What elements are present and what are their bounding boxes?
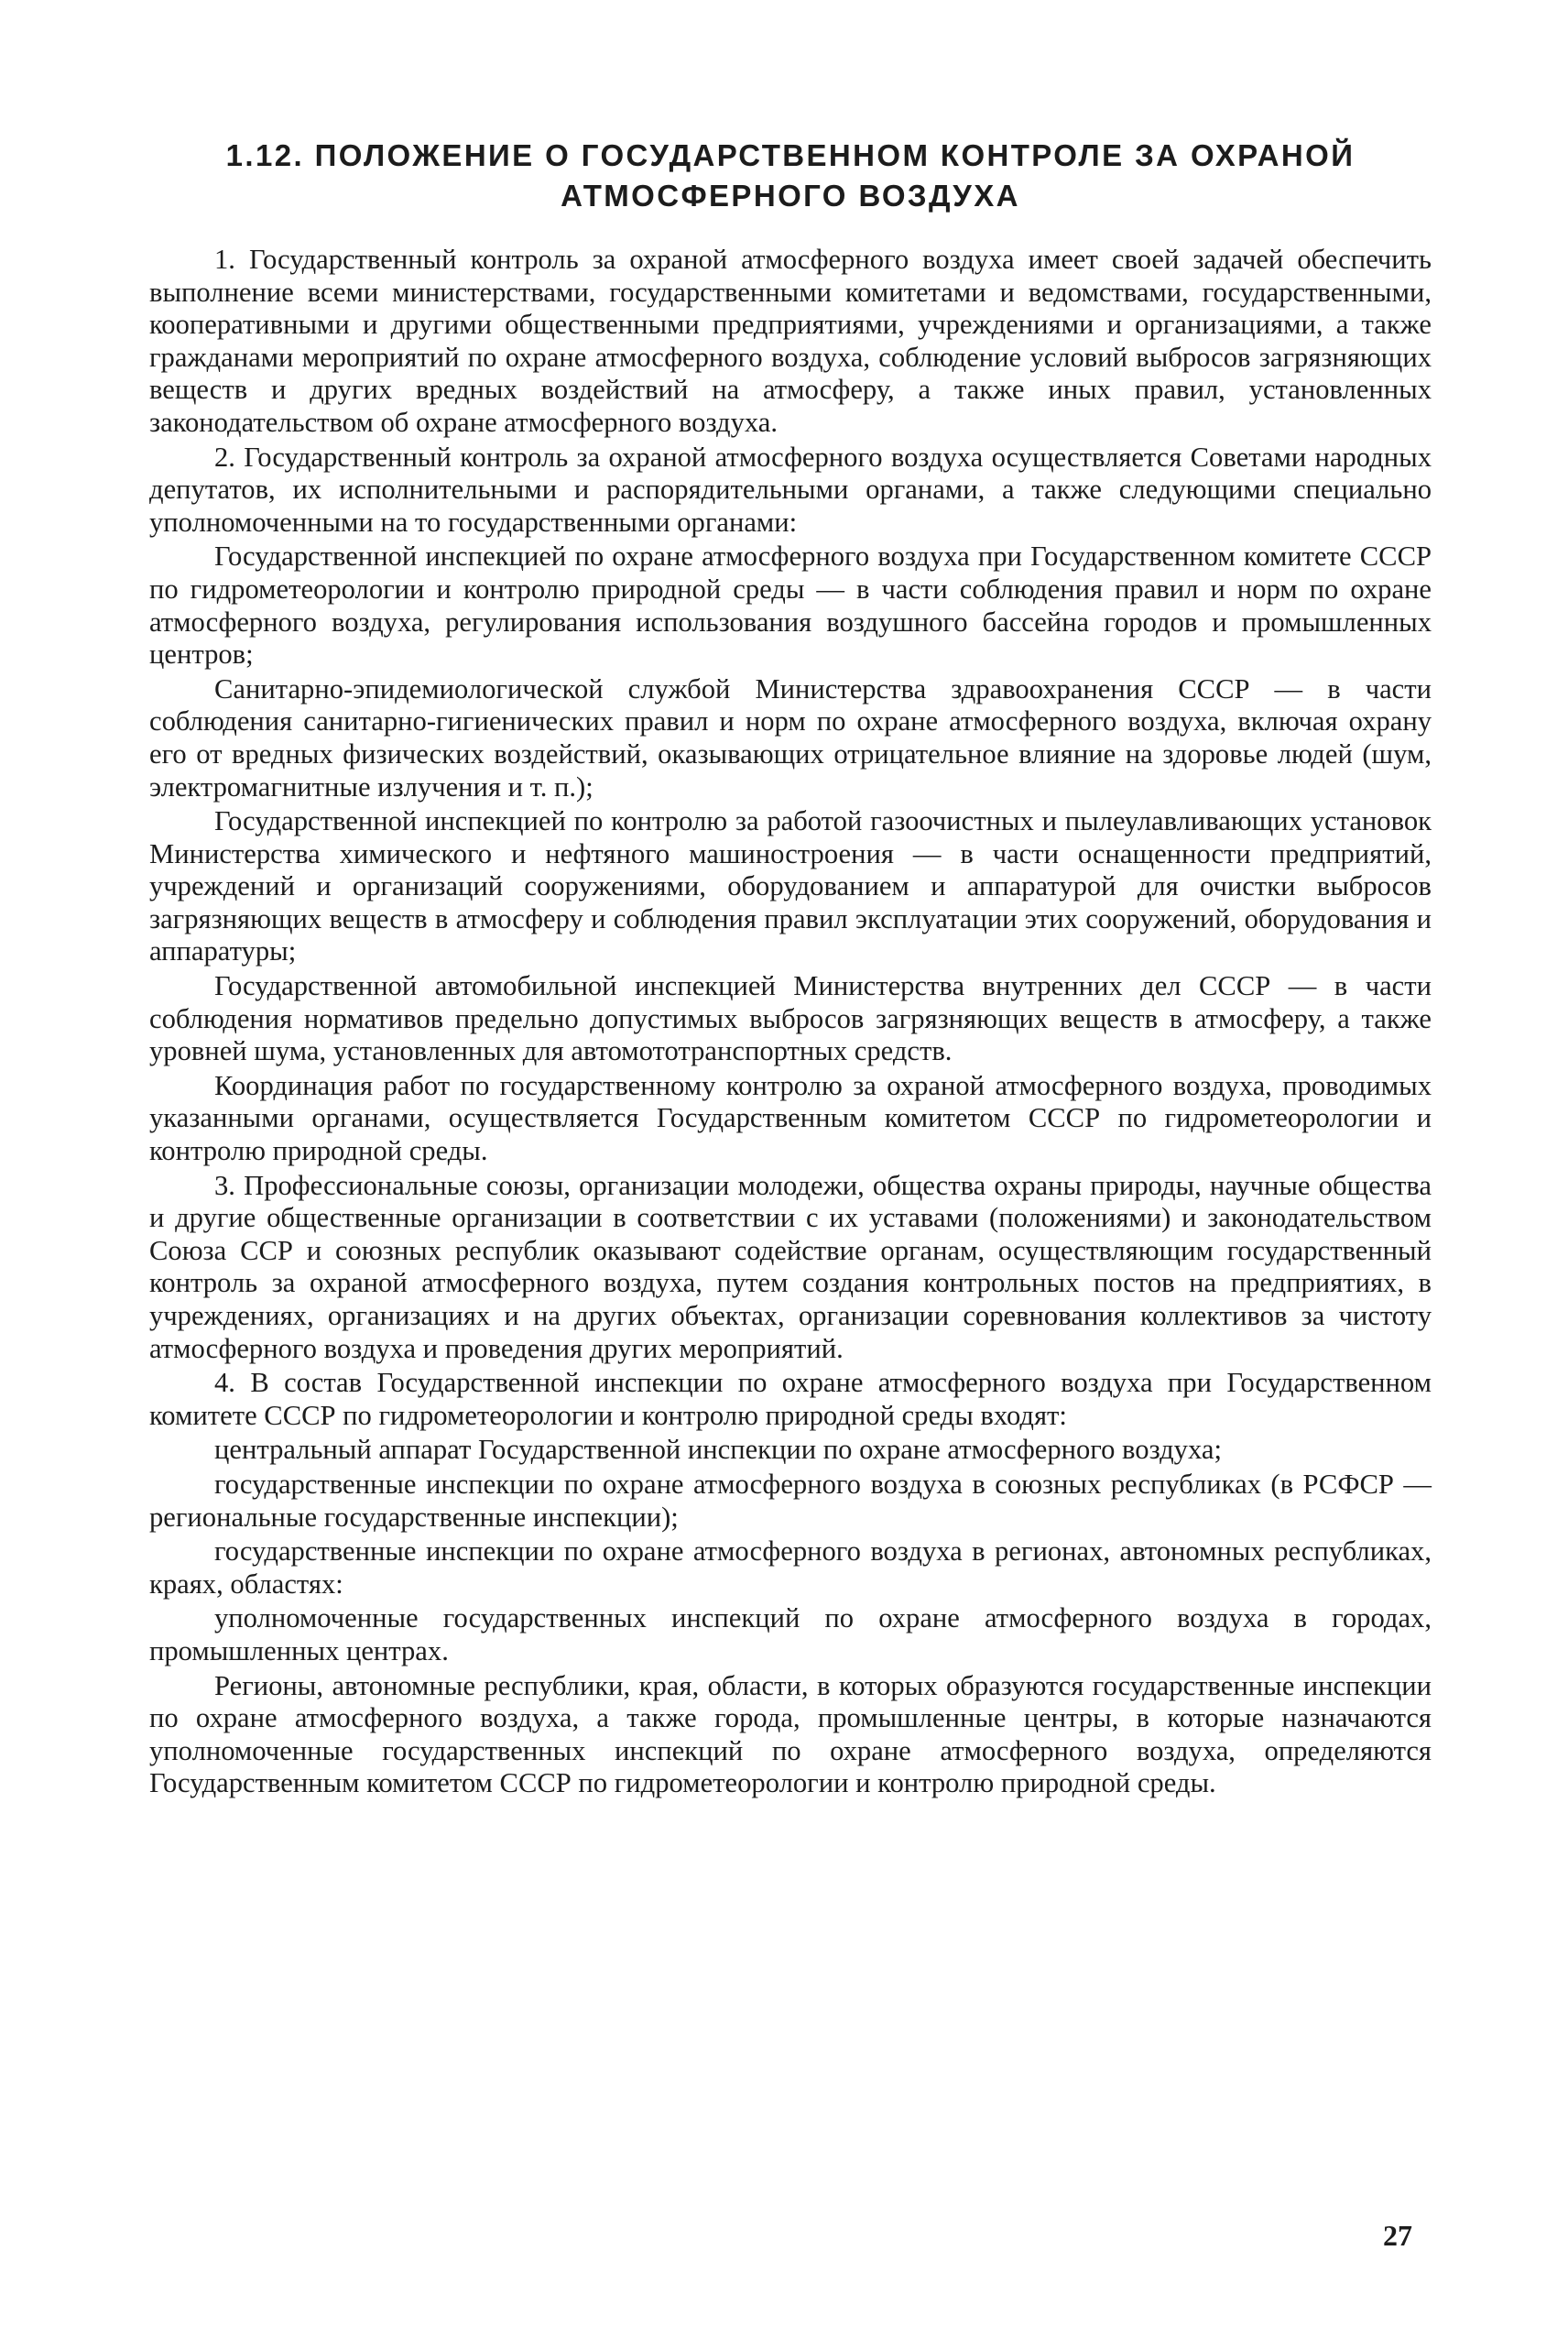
- paragraph-1: 1. Государственный контроль за охраной атмосферного воздуха имеет своей задачей обеспечить выполнение всеми министерствами, государственными комитетами и ведомствами, государственными, кооперативными и другими общественными предприятиями, учреждениями и организациями, а также гражданами мероприятий по охране атмосферного воздуха, соблюдение условий выбросов загрязняющих веществ и других вредных воздействий на атмосферу, а также иных правил, установленных законодательством об охране атмосферного воздуха.: [149, 244, 1432, 438]
- section-heading: [149, 136, 1432, 216]
- document-page: [149, 136, 1432, 1800]
- heading-line-1: 1.12. ПОЛОЖЕНИЕ О ГОСУДАРСТВЕННОМ КОНТРОЛЕ ЗА ОХРАНОЙ: [225, 138, 1356, 172]
- paragraph-2: 2. Государственный контроль за охраной атмосферного воздуха осуществляется Советами народных депутатов, их исполнительными и распорядительными органами, а также следующими специально уполномоченными на то государственными органами:: [149, 441, 1432, 538]
- paragraph-4: 4. В состав Государственной инспекции по охране атмосферного воздуха при Государственном комитете СССР по гидрометеорологии и контролю природной среды входят:: [149, 1367, 1432, 1431]
- paragraph-city-representatives: уполномоченные государственных инспекций по охране атмосферного воздуха в городах, промышленных центрах.: [149, 1602, 1432, 1666]
- paragraph-hydromet-inspection: Государственной инспекцией по охране атмосферного воздуха при Государственном комитете СССР по гидрометеорологии и контролю природной среды — в части соблюдения правил и норм по охране атмосферного воздуха, регулирования использования воздушного бассейна городов и промышленных центров;: [149, 541, 1432, 671]
- page-number: 27: [1383, 2219, 1412, 2252]
- paragraph-central-apparatus: центральный аппарат Государственной инспекции по охране атмосферного воздуха;: [214, 1434, 1222, 1466]
- paragraph-regions-definition: Регионы, автономные республики, края, области, в которых образуются государственные инспекции по охране атмосферного воздуха, а также города, промышленные центры, в которые назначаются уполномоченные государственных инспекций по охране атмосферного воздуха, определяются Государственным комитетом СССР по гидрометеорологии и контролю природной среды.: [149, 1669, 1432, 1799]
- heading-line-2: АТМОСФЕРНОГО ВОЗДУХА: [561, 179, 1020, 213]
- paragraph-gas-cleaning-inspection: Государственной инспекцией по контролю за работой газоочистных и пылеулавливающих установок Министерства химического и нефтяного машиностроения — в части оснащенности предприятий, учреждений и организаций сооружениями, оборудованием и аппаратурой для очистки выбросов загрязняющих веществ в атмосферу и соблюдения правил эксплуатации этих сооружений, оборудования и аппаратуры;: [149, 805, 1432, 967]
- paragraph-coordination: Координация работ по государственному контролю за охраной атмосферного воздуха, проводимых указанными органами, осуществляется Государственным комитетом СССР по гидрометеорологии и контролю природной среды.: [149, 1069, 1432, 1167]
- document-body: [149, 244, 1432, 1800]
- paragraph-sanitary-service: Санитарно-эпидемиологической службой Министерства здравоохранения СССР — в части соблюдения санитарно-гигиенических правил и норм по охране атмосферного воздуха, включая охрану его от вредных физических воздействий, оказывающих отрицательное влияние на здоровье людей (шум, электромагнитные излучения и т. п.);: [149, 672, 1432, 803]
- paragraph-regional-inspections: государственные инспекции по охране атмосферного воздуха в регионах, автономных республиках, краях, областях:: [149, 1535, 1432, 1600]
- paragraph-3: 3. Профессиональные союзы, организации молодежи, общества охраны природы, научные общества и другие общественные организации в соответствии с их уставами (положениями) и законодательством Союза ССР и союзных республик оказывают содействие органам, осуществляющим государственный контроль за охраной атмосферного воздуха, путем создания контрольных постов на предприятиях, в учреждениях, организациях и на других объектах, организации соревнования коллективов за чистоту атмосферного воздуха и проведения других мероприятий.: [149, 1169, 1432, 1364]
- paragraph-auto-inspection: Государственной автомобильной инспекцией Министерства внутренних дел СССР — в части соблюдения нормативов предельно допустимых выбросов загрязняющих веществ в атмосферу, а также уровней шума, установленных для автомототранспортных средств.: [149, 970, 1432, 1067]
- paragraph-republic-inspections: государственные инспекции по охране атмосферного воздуха в союзных республиках (в РСФСР — региональные государственные инспекции);: [149, 1468, 1432, 1533]
